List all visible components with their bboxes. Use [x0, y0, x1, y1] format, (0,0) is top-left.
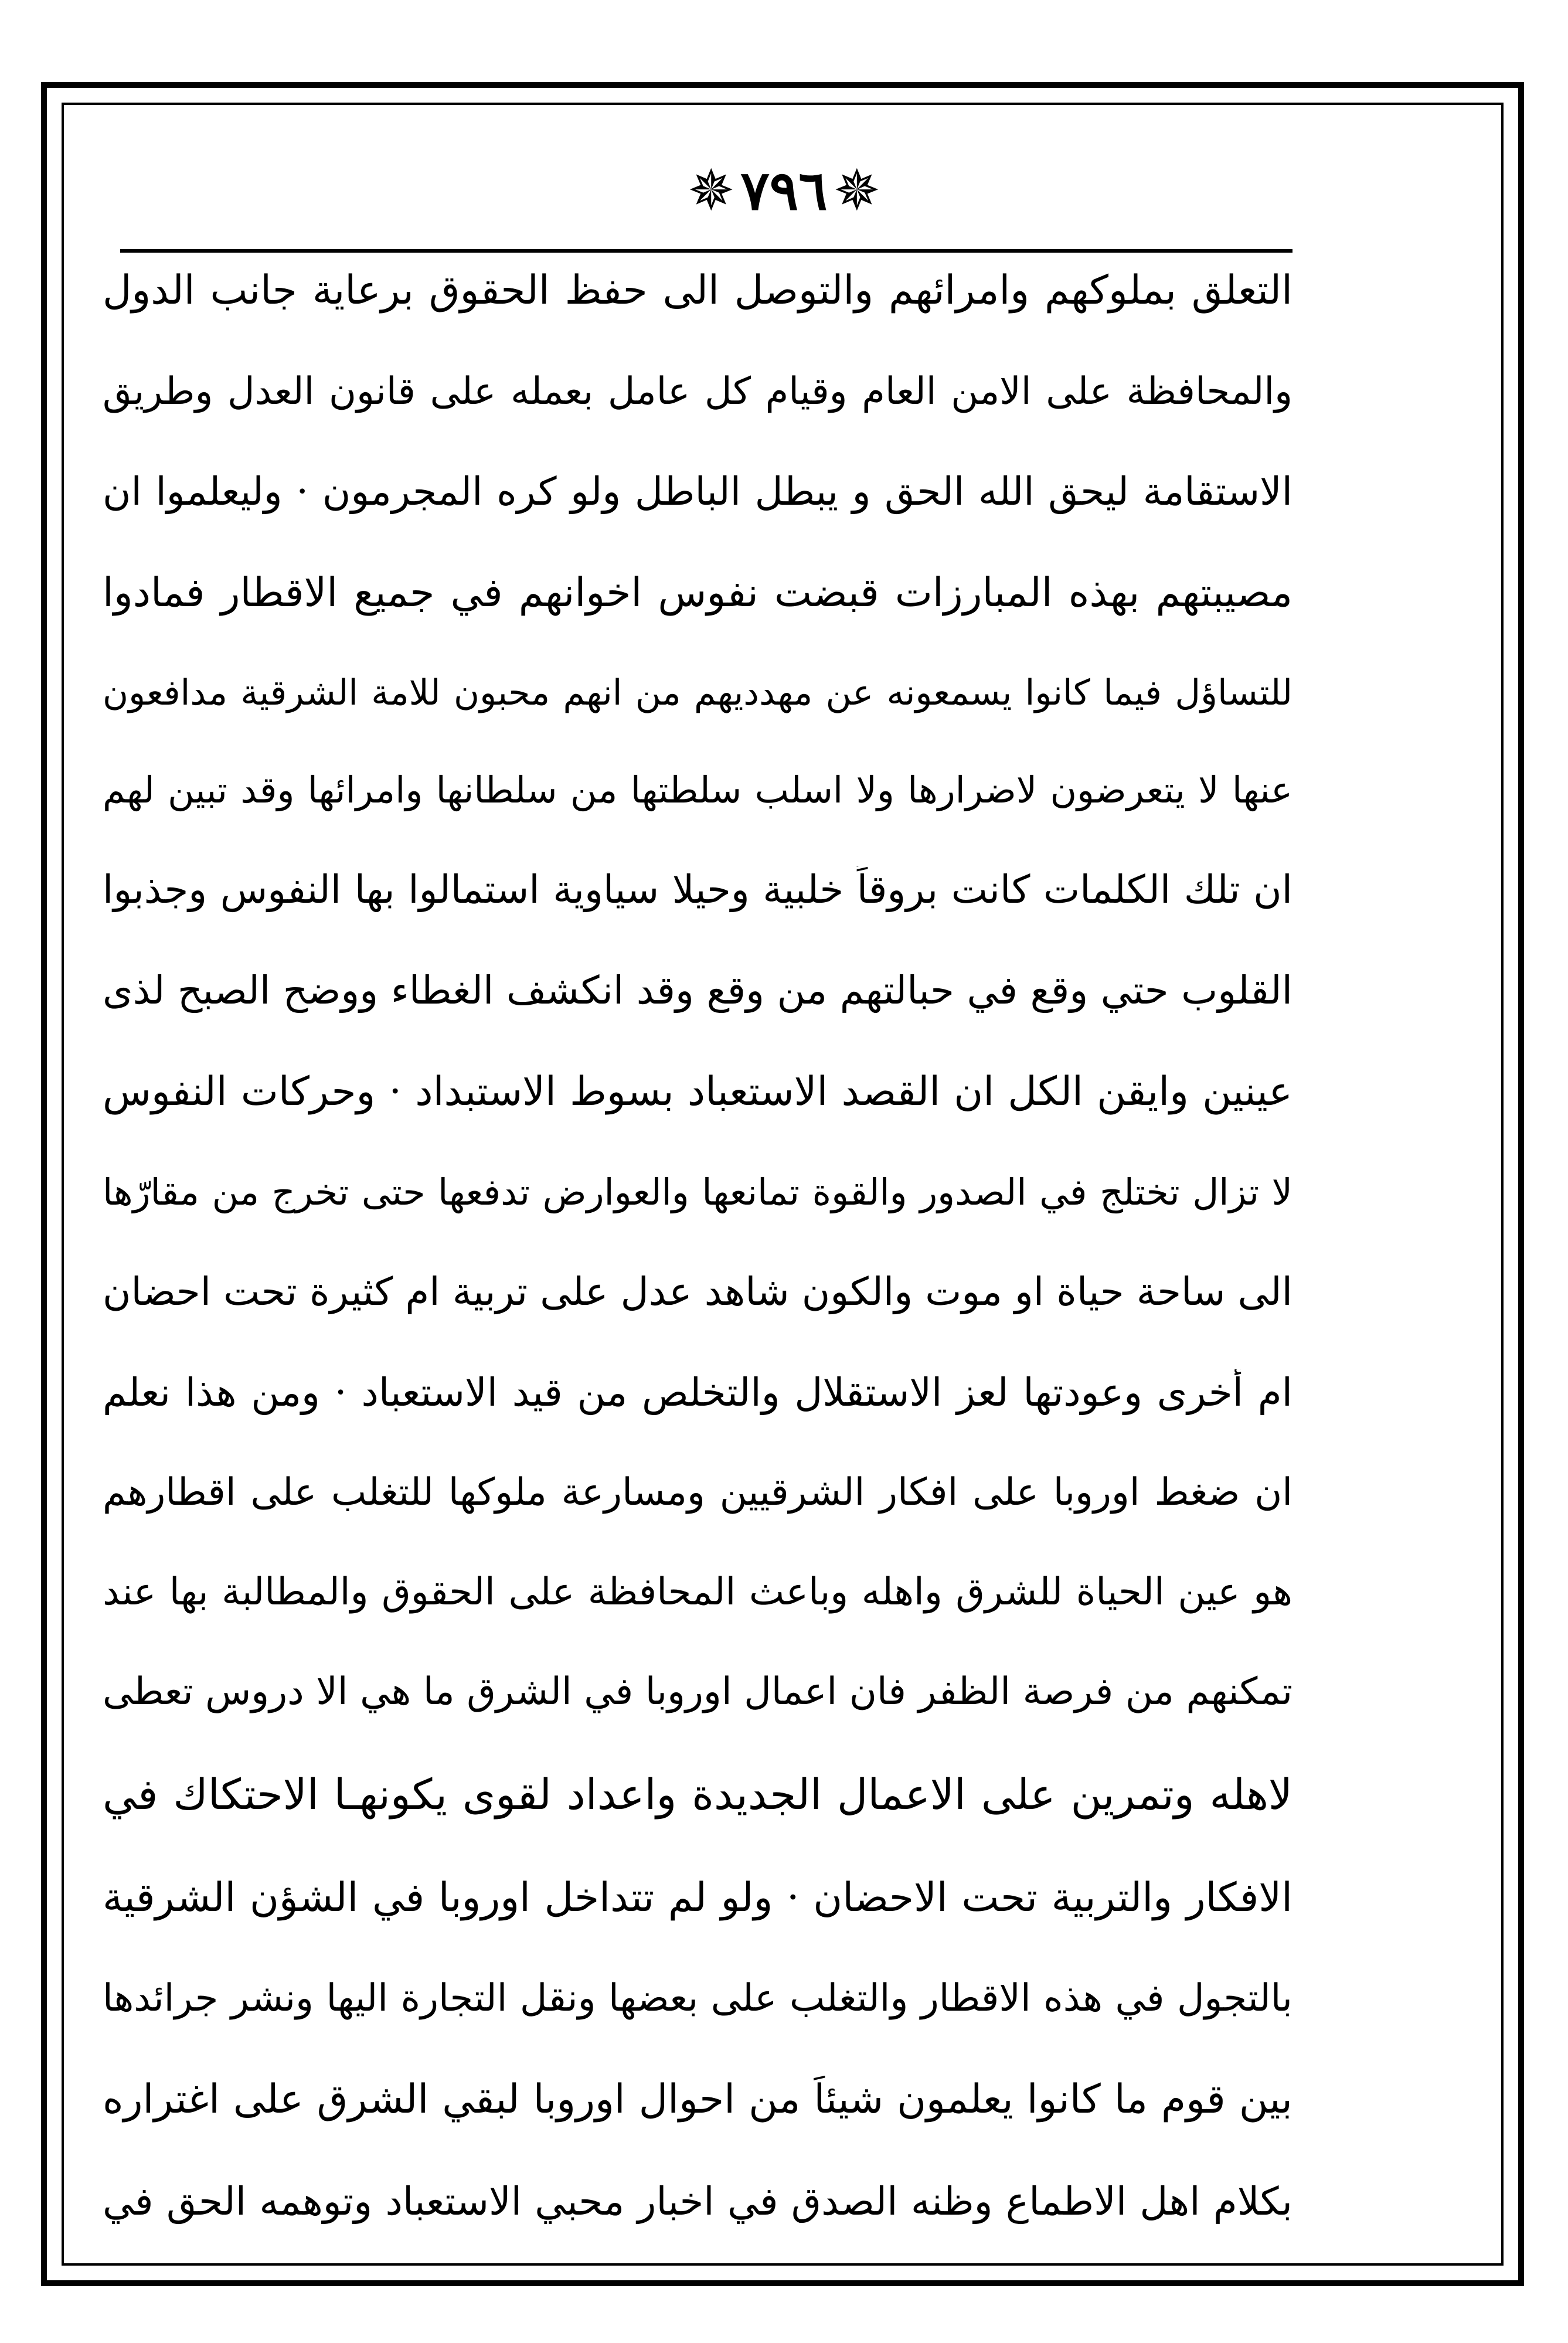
text-line: بين قوم ما كانوا يعلمون شيئاً من احوال اوروبا لبقي الشرق على اغتراره: [103, 2076, 1293, 2123]
text-line: بالتجول في هذه الاقطار والتغلب على بعضها ونقل التجارة اليها ونشر جرائدها: [103, 1977, 1293, 2021]
text-line: والمحافظة على الامن العام وقيام كل عامل بعمله على قانون العدل وطريق: [103, 369, 1293, 413]
text-line: بكلام اهل الاطماع وظنه الصدق في اخبار محبي الاستعباد وتوهمه الحق في: [103, 2178, 1293, 2224]
text-line: ام أُخرى وعودتها لعز الاستقلال والتخلص من قيد الاستعباد · ومن هذا نعلم: [103, 1370, 1293, 1416]
text-line: الاستقامة ليحق الله الحق و يبطل الباطل ولو كره المجرمون · وليعلموا ان: [103, 469, 1293, 515]
text-line: ان تلك الكلمات كانت بروقاً خلبية وحيلا سياوية استمالوا بها النفوس وجذبوا: [103, 867, 1293, 913]
header-divider: [120, 249, 1293, 253]
text-line: عنها لا يتعرضون لاضرارها ولا اسلب سلطتها من سلطانها وامرائها وقد تبين لهم: [103, 768, 1293, 811]
text-line: عينين وايقن الكل ان القصد الاستعباد بسوط الاستبداد · وحركات النفوس: [103, 1069, 1293, 1116]
text-line: هو عين الحياة للشرق واهله وباعث المحافظة على الحقوق والمطالبة بها عند: [103, 1570, 1293, 1614]
text-line: مصيبتهم بهذه المبارزات قبضت نفوس اخوانهم في جميع الاقطار فمادوا: [103, 570, 1293, 617]
text-line: تمكنهم من فرصة الظفر فان اعمال اوروبا في الشرق ما هي الا دروس تعطى: [103, 1669, 1293, 1713]
body-text: [103, 267, 1293, 2225]
text-line: الافكار والتربية تحت الاحضان · ولو لم تتداخل اوروبا في الشؤن الشرقية: [103, 1874, 1293, 1921]
text-line: للتساؤل فيما كانوا يسمعونه عن مهدديهم من انهم محبون للامة الشرقية مدافعون: [103, 672, 1293, 713]
text-line: القلوب حتي وقع في حبالتهم من وقع وقد انكشف الغطاء ووضح الصبح لذى: [103, 968, 1293, 1014]
page-header: [0, 149, 1568, 232]
page-number: ٧٩٦: [740, 159, 828, 222]
text-line: التعلق بملوكهم وامرائهم والتوصل الى حفظ الحقوق برعاية جانب الدول: [103, 267, 1293, 314]
ornament-left-icon: ✵: [687, 158, 735, 223]
text-line: لا تزال تختلج في الصدور والقوة تمانعها والعوارض تدفعها حتى تخرج من مقارّها: [103, 1170, 1293, 1213]
text-line: الى ساحة حياة او موت والكون شاهد عدل على تربية ام كثيرة تحت احضان: [103, 1269, 1293, 1315]
text-line: ان ضغط اوروبا على افكار الشرقيين ومسارعة ملوكها للتغلب على اقطارهم: [103, 1471, 1293, 1515]
ornament-right-icon: ✵: [833, 158, 881, 223]
text-line: لاهله وتمرين على الاعمال الجديدة واعداد لقوى يكونهـا الاحتكاك في: [103, 1769, 1293, 1819]
